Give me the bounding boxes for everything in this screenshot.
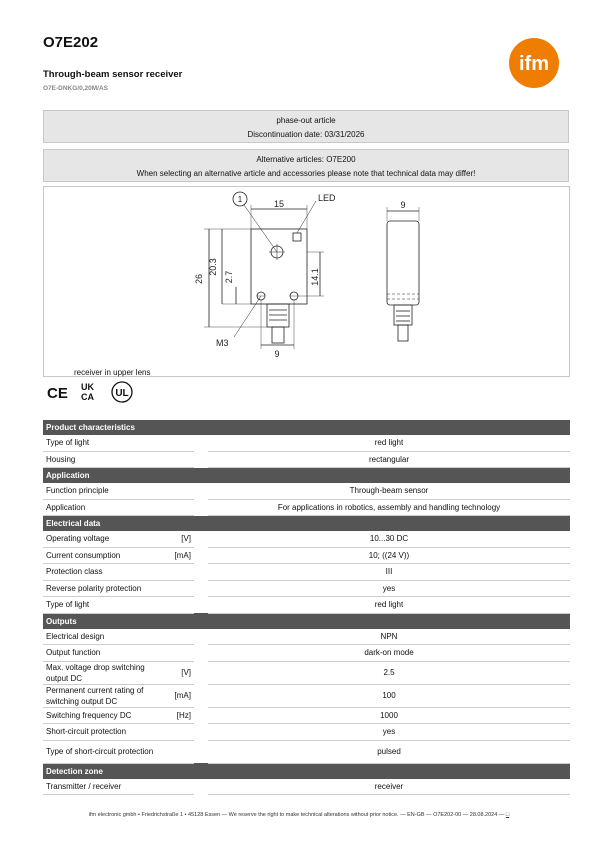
section-header xyxy=(43,468,570,484)
product-name: Through-beam sensor receiver xyxy=(43,69,183,80)
spec-gap xyxy=(194,451,208,468)
section-title: Outputs xyxy=(43,613,570,629)
spec-row xyxy=(43,724,570,741)
dim-width: 15 xyxy=(273,199,285,209)
ce-mark: CE xyxy=(47,385,68,402)
spec-unit: [Hz] xyxy=(166,707,194,724)
section-title: Electrical data xyxy=(43,516,570,532)
spec-gap xyxy=(194,499,208,516)
alternative-articles[interactable]: Alternative articles: O7E200 xyxy=(256,155,356,164)
spec-row xyxy=(43,580,570,597)
section-title: Product characteristics xyxy=(43,420,570,435)
spec-label: Function principle xyxy=(43,483,166,499)
spec-gap xyxy=(194,740,208,763)
page-footer xyxy=(0,812,598,818)
spec-gap xyxy=(194,684,208,707)
spec-gap xyxy=(194,483,208,499)
spec-row xyxy=(43,740,570,763)
spec-label: Output function xyxy=(43,645,166,662)
spec-gap xyxy=(194,645,208,662)
certification-marks xyxy=(45,380,145,404)
spec-value: 1000 xyxy=(208,707,570,724)
spec-row xyxy=(43,435,570,451)
spec-gap xyxy=(194,564,208,581)
spec-gap xyxy=(194,547,208,564)
spec-value: yes xyxy=(208,580,570,597)
dim-bottom: 9 xyxy=(274,349,280,359)
spec-label: Type of light xyxy=(43,435,166,451)
drawing-caption: receiver in upper lens xyxy=(74,368,151,377)
spec-row xyxy=(43,645,570,662)
spec-row xyxy=(43,779,570,795)
spec-gap xyxy=(194,724,208,741)
spec-label: Transmitter / receiver xyxy=(43,779,166,795)
spec-row xyxy=(43,597,570,614)
spec-row xyxy=(43,564,570,581)
discontinuation-date: Discontinuation date: 03/31/2026 xyxy=(247,130,365,139)
phase-out-label: phase-out article xyxy=(276,116,336,125)
spec-label: Type of short-circuit protection xyxy=(43,740,166,763)
section-title: Application xyxy=(43,468,570,484)
thread-label: M3 xyxy=(216,338,229,348)
section-header xyxy=(43,613,570,629)
spec-unit xyxy=(166,779,194,795)
ukca-mark xyxy=(81,382,94,402)
spec-gap xyxy=(194,531,208,547)
page-link-icon[interactable]: □ xyxy=(505,812,510,818)
spec-value: rectangular xyxy=(208,451,570,468)
spec-gap xyxy=(194,580,208,597)
section-header xyxy=(43,763,570,779)
type-code: O7E-DNKG/0,20M/AS xyxy=(43,85,109,92)
spec-label: Max. voltage drop switching output DC xyxy=(43,661,166,684)
phase-out-notice xyxy=(43,110,569,143)
dim-offset: 2.7 xyxy=(224,270,234,284)
spec-label: Operating voltage xyxy=(43,531,166,547)
drawing-svg xyxy=(44,187,571,378)
spec-value: III xyxy=(208,564,570,581)
spec-value: red light xyxy=(208,597,570,614)
alternative-notice xyxy=(43,149,569,182)
spec-value: 100 xyxy=(208,684,570,707)
spec-gap xyxy=(194,435,208,451)
callout-number: 1 xyxy=(237,195,243,204)
spec-unit xyxy=(166,629,194,645)
spec-row xyxy=(43,531,570,547)
spec-unit xyxy=(166,740,194,763)
dim-inner: 20.3 xyxy=(208,258,218,276)
spec-unit: [V] xyxy=(166,661,194,684)
dim-height: 26 xyxy=(194,273,204,285)
dim-right: 14.1 xyxy=(310,268,320,286)
spec-label: Application xyxy=(43,499,166,516)
spec-row xyxy=(43,661,570,684)
spec-value: Through-beam sensor xyxy=(208,483,570,499)
alternative-warning: When selecting an alternative article and accessories please note that technical data may differ! xyxy=(136,169,476,178)
led-label: LED xyxy=(318,193,336,203)
footer-text: ifm electronic gmbh • Friedrichstraße 1 • 45128 Essen — We reserve the right to make technical alterations without prior notice. — EN-GB — O7E202-00 — 28.08.2024 — xyxy=(88,812,505,818)
spec-gap xyxy=(194,629,208,645)
logo-text: ifm xyxy=(519,53,549,75)
spec-unit xyxy=(166,724,194,741)
spec-value: For applications in robotics, assembly and handling technology xyxy=(208,499,570,516)
spec-unit: [mA] xyxy=(166,547,194,564)
spec-row xyxy=(43,707,570,724)
spec-value: NPN xyxy=(208,629,570,645)
spec-gap xyxy=(194,707,208,724)
spec-label: Switching frequency DC xyxy=(43,707,166,724)
spec-row xyxy=(43,684,570,707)
spec-value: red light xyxy=(208,435,570,451)
spec-unit xyxy=(166,580,194,597)
spec-value: receiver xyxy=(208,779,570,795)
spec-label: Housing xyxy=(43,451,166,468)
spec-label: Reverse polarity protection xyxy=(43,580,166,597)
spec-label: Short-circuit protection xyxy=(43,724,166,741)
spec-label: Permanent current rating of switching output DC xyxy=(43,684,166,707)
spec-gap xyxy=(194,779,208,795)
spec-unit xyxy=(166,597,194,614)
spec-value: pulsed xyxy=(208,740,570,763)
spec-label: Protection class xyxy=(43,564,166,581)
dimension-drawing xyxy=(43,186,570,377)
spec-row xyxy=(43,547,570,564)
spec-gap xyxy=(194,661,208,684)
spec-unit xyxy=(166,645,194,662)
svg-text:UK: UK xyxy=(81,382,94,392)
svg-text:CA: CA xyxy=(81,392,94,402)
spec-table xyxy=(43,420,570,795)
spec-unit: [V] xyxy=(166,531,194,547)
spec-row xyxy=(43,451,570,468)
spec-unit xyxy=(166,451,194,468)
spec-unit xyxy=(166,435,194,451)
ifm-logo xyxy=(509,38,559,88)
sensor-body-side xyxy=(387,221,419,305)
spec-value: 10; ((24 V)) xyxy=(208,547,570,564)
section-title: Detection zone xyxy=(43,763,570,779)
spec-gap xyxy=(194,597,208,614)
dim-side: 9 xyxy=(400,200,406,210)
spec-row xyxy=(43,483,570,499)
spec-label: Current consumption xyxy=(43,547,166,564)
spec-value: yes xyxy=(208,724,570,741)
spec-row xyxy=(43,629,570,645)
section-header xyxy=(43,420,570,435)
spec-value: dark-on mode xyxy=(208,645,570,662)
page-title: O7E202 xyxy=(43,34,99,51)
spec-row xyxy=(43,499,570,516)
spec-unit xyxy=(166,564,194,581)
spec-value: 10...30 DC xyxy=(208,531,570,547)
spec-unit xyxy=(166,483,194,499)
spec-unit: [mA] xyxy=(166,684,194,707)
spec-unit xyxy=(166,499,194,516)
spec-value: 2.5 xyxy=(208,661,570,684)
spec-label: Type of light xyxy=(43,597,166,614)
ul-mark: UL xyxy=(115,388,129,399)
spec-label: Electrical design xyxy=(43,629,166,645)
section-header xyxy=(43,516,570,532)
